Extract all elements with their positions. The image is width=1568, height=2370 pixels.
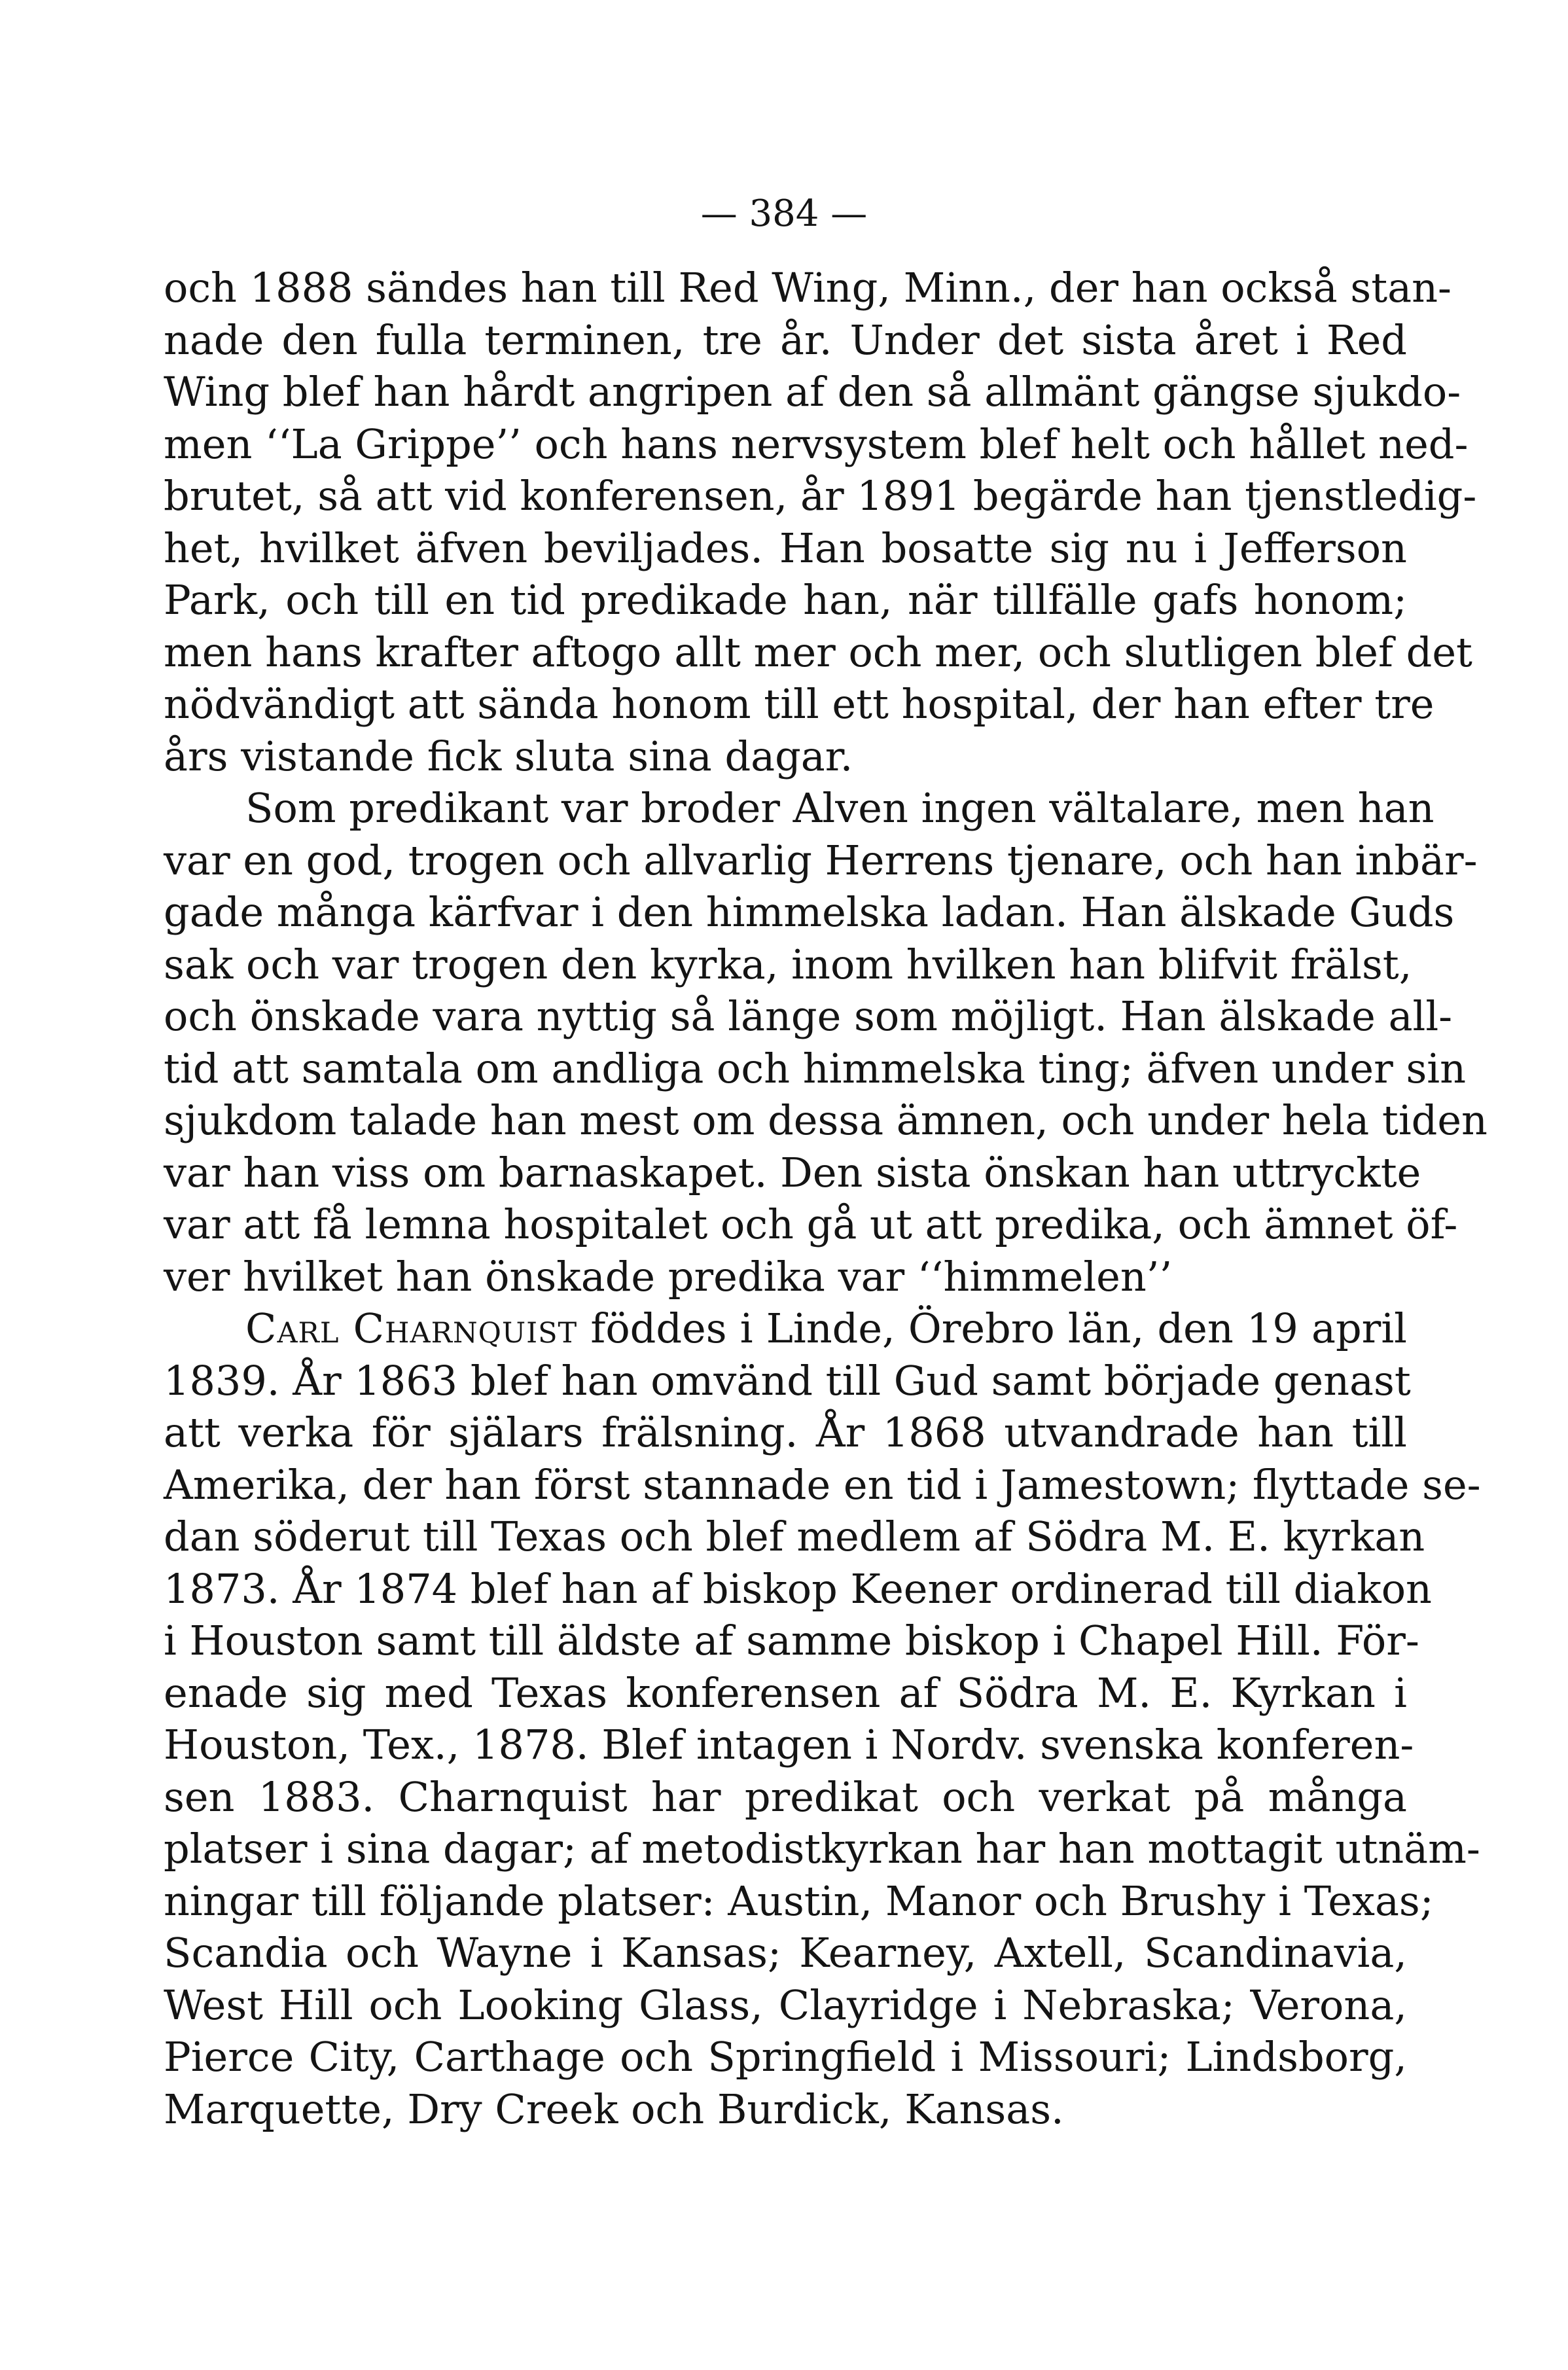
text-line: gade många kärfvar i den himmelska ladan. Han älskade Guds xyxy=(164,888,1455,936)
text-line: tid att samtala om andliga och himmelska ting; äfven under sin xyxy=(164,1044,1467,1092)
text-line: Som predikant var broder Alven ingen vältalare, men han xyxy=(245,784,1434,832)
text-line: Houston, Tex., 1878. Blef intagen i Nordv. svenska konferen- xyxy=(164,1721,1414,1769)
text-line: Marquette, Dry Creek och Burdick, Kansas. xyxy=(164,2085,1064,2133)
text-line: nödvändigt att sända honom till ett hospital, der han efter tre xyxy=(164,680,1434,728)
text-line: dan söderut till Texas och blef medlem af Södra M. E. kyrkan xyxy=(164,1513,1425,1560)
person-name-heading: Carl Charnquist xyxy=(245,1304,578,1352)
text-line: Park, och till en tid predikade han, när tillfälle gafs honom; xyxy=(164,576,1407,624)
text-line: års vistande fick sluta sina dagar. xyxy=(164,732,853,780)
text-line: sak och var trogen den kyrka, inom hvilken han blifvit frälst, xyxy=(164,940,1412,988)
text-line: 1873. År 1874 blef han af biskop Keener ordinerad till diakon xyxy=(164,1564,1432,1613)
text-line: att verka för själars frälsning. År 1868 utvandrade han till xyxy=(164,1409,1407,1456)
text-line: och 1888 sändes han till Red Wing, Minn., der han också stan- xyxy=(164,264,1452,312)
text-line: i Houston samt till äldste af samme biskop i Chapel Hill. För- xyxy=(164,1617,1419,1664)
text-line-rest: föddes i Linde, Örebro län, den 19 april xyxy=(577,1304,1407,1352)
body-text xyxy=(164,262,1488,2135)
text-line: sjukdom talade han mest om dessa ämnen, och under hela tiden xyxy=(164,1096,1488,1144)
text-line: ningar till följande platser: Austin, Manor och Brushy i Texas; xyxy=(164,1876,1434,1925)
text-line: var att få lemna hospitalet och gå ut att predika, och ämnet öf- xyxy=(164,1200,1458,1248)
page-number: — 384 — xyxy=(700,192,868,235)
text-line: 1839. År 1863 blef han omvänd till Gud samt började genast xyxy=(164,1356,1411,1405)
text-line: enade sig med Texas konferensen af Södra M. E. Kyrkan i xyxy=(164,1668,1407,1717)
text-line: Scandia och Wayne i Kansas; Kearney, Axtell, Scandinavia, xyxy=(164,1929,1407,1977)
text-line: Pierce City, Carthage och Springfield i Missouri; Lindsborg, xyxy=(164,2033,1407,2081)
text-line xyxy=(164,1302,1407,1355)
text-line: brutet, så att vid konferensen, år 1891 begärde han tjenstledig- xyxy=(164,472,1477,520)
text-line: och önskade vara nyttig så länge som möjligt. Han älskade all- xyxy=(164,992,1453,1040)
text-line: sen 1883. Charnquist har predikat och verkat på många xyxy=(164,1772,1407,1821)
text-line: platser i sina dagar; af metodistkyrkan har han mottagit utnäm- xyxy=(164,1825,1480,1873)
text-line: men ‘‘La Grippe’’ och hans nervsystem blef helt och hållet ned- xyxy=(164,420,1469,468)
text-line: nade den fulla terminen, tre år. Under det sista året i Red xyxy=(164,315,1407,364)
text-line: Amerika, der han först stannade en tid i Jamestown; flyttade se- xyxy=(164,1460,1481,1509)
text-line: het, hvilket äfven beviljades. Han bosatte sig nu i Jefferson xyxy=(164,524,1407,572)
text-line: Wing blef han hårdt angripen af den så allmänt gängse sjukdo- xyxy=(164,368,1461,416)
text-line: men hans krafter aftogo allt mer och mer, och slutligen blef det xyxy=(164,628,1472,676)
text-line: West Hill och Looking Glass, Clayridge i Nebraska; Verona, xyxy=(164,1981,1407,2029)
text-line: var han viss om barnaskapet. Den sista önskan han uttryckte xyxy=(164,1148,1421,1196)
text-line: ver hvilket han önskade predika var ‘‘himmelen’’ xyxy=(164,1252,1173,1301)
text-line: var en god, trogen och allvarlig Herrens tjenare, och han inbär- xyxy=(164,836,1478,884)
